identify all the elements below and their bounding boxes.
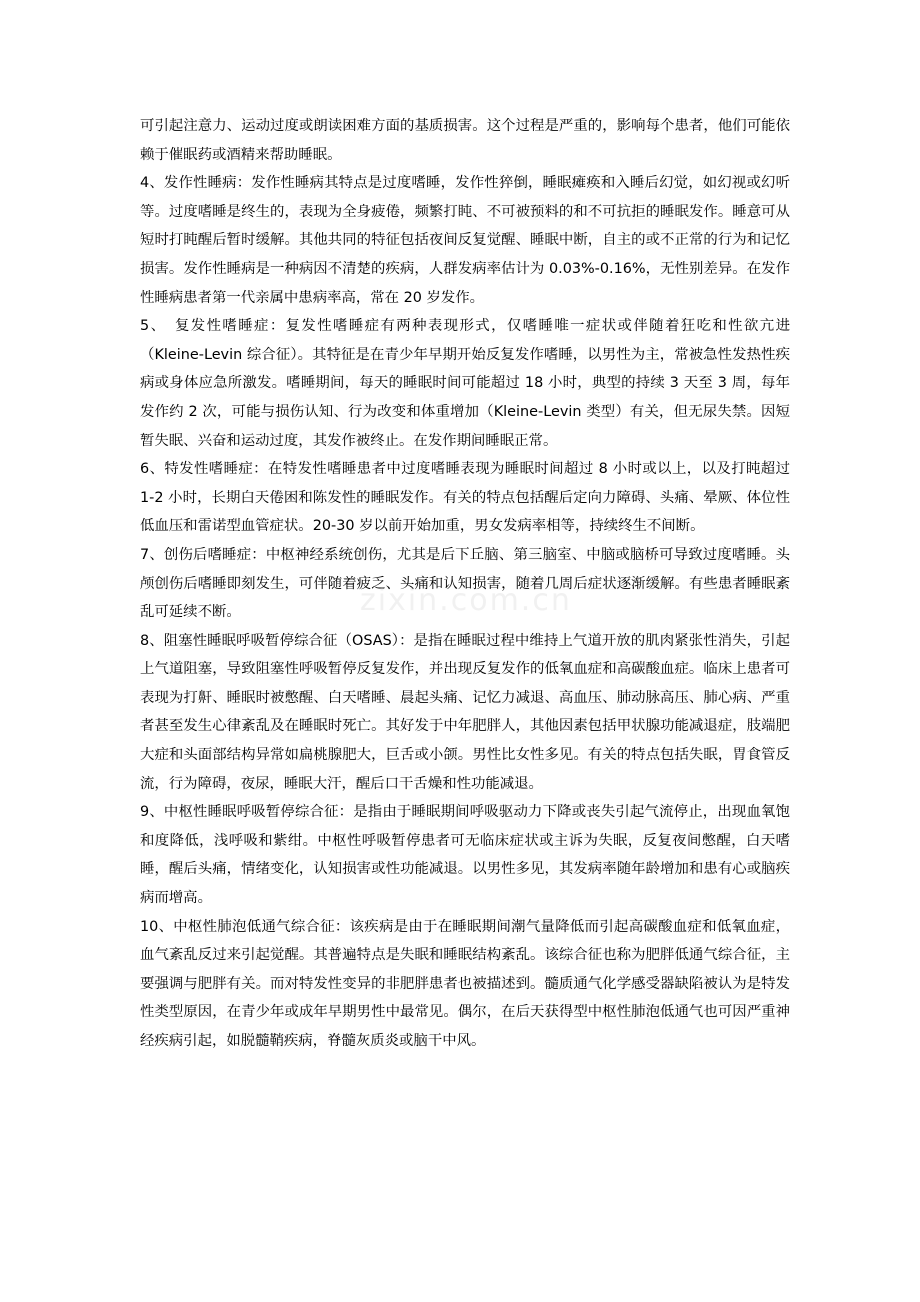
paragraph-narcolepsy: 4、发作性睡病：发作性睡病其特点是过度嗜睡，发作性猝倒，睡眠瘫痪和入睡后幻觉，如幻视或幻听等。过度嗜睡是终生的，表现为全身疲倦，频繁打盹、不可被预料的和不可抗拒的睡眠发作。睡意可从短时打盹醒后暂时缓解。其他共同的特征包括夜间反复觉醒、睡眠中断，自主的或不正常的行为和记忆损害。发作性睡病是一种病因不清楚的疾病，人群发病率估计为 0.03%-0.16%，无性别差异。在发作性睡病患者第一代亲属中患病率高，常在 20 岁发作。 xyxy=(140,175,790,306)
paragraph-recurrent-hypersomnia: 5、 复发性嗜睡症：复发性嗜睡症有两种表现形式，仅嗜睡唯一症状或伴随着狂吃和性欲亢进（Kleine-Levin 综合征）。其特征是在青少年早期开始反复发作嗜睡，以男性为主，常被急性发热性疾病或身体应急所激发。嗜睡期间，每天的睡眠时间可能超过 18 小时，典型的持续 3 天至 3 周，每年发作约 2 次，可能与损伤认知、行为改变和体重增加（Kleine-Levin 类型）有关，但无尿失禁。因短暂失眠、兴奋和运动过度，其发作被终止。在发作期间睡眠正常。 xyxy=(140,318,790,449)
watermark: zixin.com.cn xyxy=(360,583,572,618)
paragraph-osas: 8、阻塞性睡眠呼吸暂停综合征（OSAS）：是指在睡眠过程中维持上气道开放的肌肉紧张性消失，引起上气道阻塞，导致阻塞性呼吸暂停反复发作，并出现反复发作的低氧血症和高碳酸血症。临床上患者可表现为打鼾、睡眠时被憋醒、白天嗜睡、晨起头痛、记忆力减退、高血压、肺动脉高压、肺心病、严重者甚至发生心律紊乱及在睡眠时死亡。其好发于中年肥胖人，其他因素包括甲状腺功能减退症，肢端肥大症和头面部结构异常如扁桃腺肥大，巨舌或小颌。男性比女性多见。有关的特点包括失眠，胃食管反流，行为障碍，夜尿，睡眠大汗，醒后口干舌燥和性功能减退。 xyxy=(140,632,790,792)
paragraph-continuation: 可引起注意力、运动过度或朗读困难方面的基质损害。这个过程是严重的，影响每个患者，他们可能依赖于催眠药或酒精来帮助睡眠。 xyxy=(140,118,790,163)
paragraph-central-sleep-apnea: 9、中枢性睡眠呼吸暂停综合征：是指由于睡眠期间呼吸驱动力下降或丧失引起气流停止，出现血氧饱和度降低，浅呼吸和紫绀。中枢性呼吸暂停患者可无临床症状或主诉为失眠，反复夜间憋醒，白天嗜睡，醒后头痛，情绪变化，认知损害或性功能减退。以男性多见，其发病率随年龄增加和患有心或脑疾病而增高。 xyxy=(140,804,790,907)
paragraph-central-alveolar-hypoventilation: 10、中枢性肺泡低通气综合征：该疾病是由于在睡眠期间潮气量降低而引起高碳酸血症和低氧血症，血气紊乱反过来引起觉醒。其普遍特点是失眠和睡眠结构紊乱。该综合征也称为肥胖低通气综合征，主要强调与肥胖有关。而对特发性变异的非肥胖患者也被描述到。髓质通气化学感受器缺陷被认为是特发性类型原因，在青少年或成年早期男性中最常见。偶尔，在后天获得型中枢性肺泡低通气也可因严重神经疾病引起，如脱髓鞘疾病，脊髓灰质炎或脑干中风。 xyxy=(140,918,790,1049)
paragraph-idiopathic-hypersomnia: 6、特发性嗜睡症：在特发性嗜睡患者中过度嗜睡表现为睡眠时间超过 8 小时或以上，以及打盹超过 1-2 小时，长期白天倦困和陈发性的睡眠发作。有关的特点包括醒后定向力障碍、头痛、晕厥、体位性低血压和雷诺型血管症状。20-30 岁以前开始加重，男女发病率相等，持续终生不间断。 xyxy=(140,461,790,535)
paragraph-post-traumatic-hypersomnia: 7、创伤后嗜睡症：中枢神经系统创伤，尤其是后下丘脑、第三脑室、中脑或脑桥可导致过度嗜睡。头颅创伤后嗜睡即刻发生，可伴随着疲乏、头痛和认知损害，随着几周后症状逐渐缓解。有些患者睡眠紊乱可延续不断。 xyxy=(140,546,790,621)
document-body xyxy=(140,112,790,1056)
